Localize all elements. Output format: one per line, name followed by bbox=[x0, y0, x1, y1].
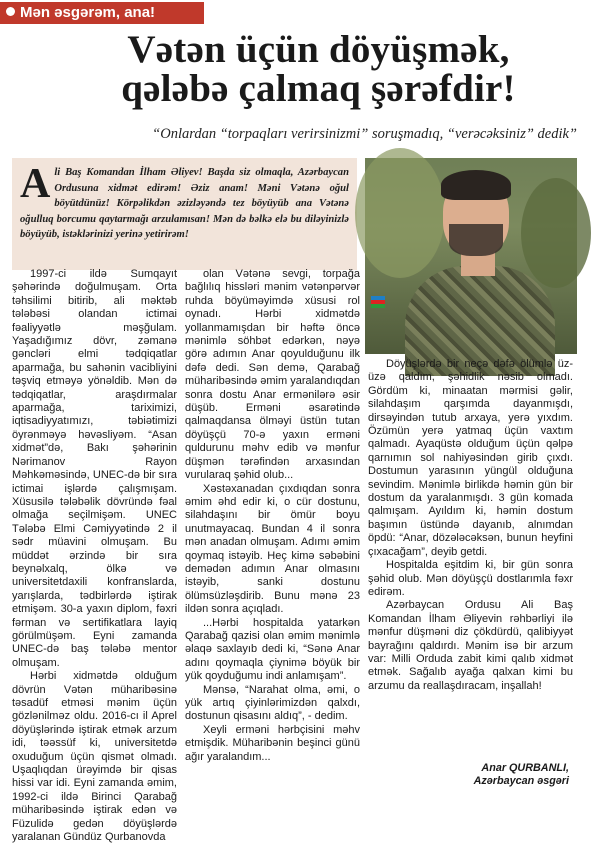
rubric-banner bbox=[0, 2, 204, 24]
paragraph: Xəstəxanadan çıxdıqdan sonra əmim əhd edir ki, o cür dostunu, silahdaşını bir ömür boyu unutmayacaq. Bundan 4 il sonra mən anadan olmuşam. Adımı əmim qoymaq istəyib. Heç kimə səbəbini demədən adımın Anar olmasını istəyib, sanki dostunu ölümsüzləşdirib. Bunu mənə 23 ildən sonra açıqladı. bbox=[185, 482, 360, 616]
headline bbox=[60, 30, 577, 108]
paragraph: Döyüşlərdə bir neçə dəfə ölümlə üz-üzə qaldım, şəhidlik nəsib olmadı. Gördüm ki, minaatan mərmisi gəlir, silahdaşım qarşımda dayanmışdı, dirsəyindən tutub arxaya, yerə yıxdım. Özümün yerə yatmaq üçün vaxtım qalmadı. Ayaqüstə olduğum üçün qəlpə qarnımın sol nahiyəsindən girib çıxdı. Dostumun yarasının yüngül olduğuna sevindim. Mənimlə birlikdə həmin gün bir dostum da yaralanmışdı. 3 gün komada qalmışam. Ayıldım ki, həmin dostum başımın üstündə dayanıb, alnımdan öpdü: “Anar, dözələcəksən, bunun heyfini çıxacağam”, deyib getdi. bbox=[368, 358, 573, 558]
headline-line-2: qələbə çalmaq şərəfdir! bbox=[121, 67, 516, 110]
lead-text: li Baş Komandan İlham Əliyev! Başda siz olmaqla, Azərbaycan Ordusuna xidmət edirəm! Əziz anam! Məni Vətənə oğul böyütdünüz! Körpəlikdən əzizləyəndə tez böyüyüb ana Vətənə oğulluq borcumu qaytarmağı arzulamısan! Mən də bəlkə elə bu diləyinizlə böyüyüb, istəklərinizi yerinə yetirirəm! bbox=[20, 167, 349, 240]
article-column-3 bbox=[368, 358, 573, 700]
soldier-portrait-photo bbox=[365, 158, 577, 354]
article-column-1 bbox=[12, 268, 177, 844]
paragraph: Azərbaycan Ordusu Ali Baş Komandan İlham Əliyevin rəhbərliyi ilə mənfur düşməni diz çökdürdü, qalibiyyət bayrağını qaldırdı. Mənim isə bir arzum var: Milli Orduda zabit kimi qalıb xidmət etmək. Sağalıb ayağa qalxan kimi bu arzumu da reallaşdıracam, inşallah! bbox=[368, 599, 573, 692]
paragraph: 1997-ci ildə Sumqayıt şəhərində doğulmuşam. Orta təhsilimi bitirib, ali məktəb tələbəsi olandan ictimai fəaliyyətlə məşğulam. Yaşadığımız dövr, zəmanə gəncləri elmi tədqiqatlar aparmağa, bu sahənin vacibliyini təşviq etməyə yönəldib. Mən də tədqiqatlar, araşdırmalar aparmağa, tariximizi, iqtisadiyyatımızı, təbiətimizi öyrənməyə həvəsliyəm. “Asan xidmət”də, Bakı şəhərinin Nərimanov Rayon Məhkəməsində, UNEC-də bir sıra ictimai işlərdə çalışmışam. Xüsusilə tələbəlik dövründə fəal olmağa seçilmişəm. UNEC Tələbə Elmi Cəmiyyətində 2 il sədr müavini olmuşam. Bu müddət ərzində bir sıra beynəlxalq, ölkə və universitetdaxili konfranslarda, yarışlarda, tədbirlərdə iştirak etmişəm. 30-a yaxın diplom, fəxri fərman və sertifikatlara layiq görülmüşəm. Eyni zamanda UNEC-də baş tələbə mentor olmuşam. bbox=[12, 268, 177, 669]
foliage-background-right bbox=[521, 178, 591, 288]
hair bbox=[441, 170, 511, 200]
drop-cap: A bbox=[20, 161, 51, 207]
bullet-icon bbox=[6, 7, 15, 16]
author-signature bbox=[474, 762, 569, 788]
paragraph: Hərbi xidmətdə olduğum dövrün Vətən müharibəsinə təsadüf etməsi mənim üçün gözlənilməz oldu. 2016-cı il Aprel döyüşlərində iştirak etmək arzum idi, təəssüf ki, universitetdə oxuduğum üçün qismət olmadı. Uşaqlıqdan ürəyimdə bir qisas hissi var idi. Eyni zamanda əmim, 1992-ci ildə Birinci Qarabağ müharibəsində iştirak edən və Füzulidə gedən döyüşlərdə yaralanan Gündüz Qurbanovda bbox=[12, 670, 177, 844]
flag-patch-icon bbox=[371, 296, 385, 308]
foliage-background bbox=[355, 148, 445, 278]
author-role: Azərbaycan əsgəri bbox=[473, 775, 569, 787]
paragraph: Mənsə, “Narahat olma, əmi, o yük artıq çiyinlərimizdən qalxdı, dostunun qisasını aldıq”, - dedim. bbox=[185, 683, 360, 723]
beard bbox=[449, 224, 503, 256]
paragraph: ...Hərbi hospitalda yatarkən Qarabağ qazisi olan əmim mənimlə əlaqə saxlayıb dedi ki, “Sənə Anar adını qoymaqla çiynimə böyük bir yük qoyduğumu indi anlamışam”. bbox=[185, 616, 360, 683]
article-column-2 bbox=[185, 268, 360, 790]
headline-line-1: Vətən üçün döyüşmək, bbox=[127, 28, 510, 71]
lead-box bbox=[12, 158, 357, 270]
paragraph: Xeyli erməni hərbçisini məhv etmişdik. Müharibənin beşinci günü ağır yaralandım... bbox=[185, 723, 360, 763]
subtitle: “Onlardan “torpaqları verirsinizmi” soruşmadıq, “verəcəksiniz” dedik” bbox=[152, 126, 577, 142]
rubric-label: Mən əsgərəm, ana! bbox=[20, 4, 156, 21]
author-name: Anar QURBANLI, bbox=[481, 762, 569, 774]
paragraph: Hospitalda eşitdim ki, bir gün sonra şəhid olub. Mən döyüşçü dostlarımla fəxr edirəm. bbox=[368, 559, 573, 598]
paragraph: olan Vətənə sevgi, torpağa bağlılıq hissləri mənim vətənpərvər ruhda böyüməyimdə xüsusi rol oynadı. Hərbi xidmətdə yollanmamışdan bir həftə öncə mənimlə söhbət edərkən, nəyə görə adımın Anar qoyulduğunu ilk dəfə dedi. Sən demə, Qarabağ müharibəsində əmim yaralandıqdan sonra dostu Anar ermənilərə əsir düşüb. Erməni əsarətində qalmaqdansa ölməyi üstün tutan döyüşçü 70-ə yaxın erməni quldurunu məhv edib və mənfur düşmən tərəfindən arxasından vurularaq şəhid olub... bbox=[185, 268, 360, 482]
